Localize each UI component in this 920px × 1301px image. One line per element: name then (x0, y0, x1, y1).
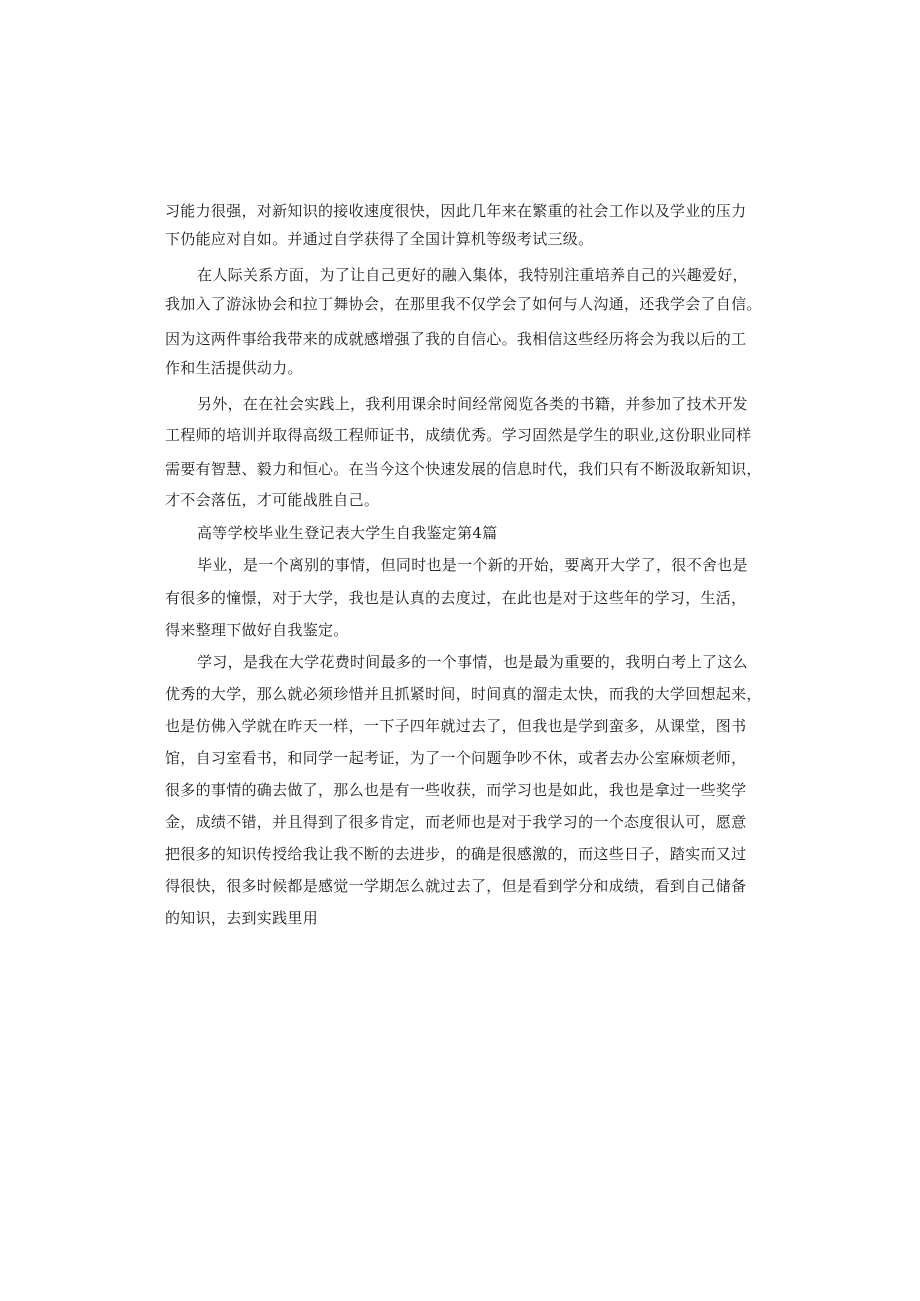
text-line-10: 才不会落伍，才可能战胜自己。 (165, 491, 380, 509)
text-line-2: 下仍能应对自如。并通过自学获得了全国计算机等级考试三级。 (165, 230, 594, 248)
text-line-4: 我加入了游泳协会和拉丁舞协会，在那里我不仅学会了如何与人沟通，还我学会了自信。 (165, 295, 762, 313)
text-line-21: 把很多的知识传授给我让我不断的去进步，的确是很感激的，而这些日子，踏实而又过 (165, 845, 747, 863)
text-line-19: 很多的事情的确去做了，那么也是有一些收获，而学习也是如此，我也是拿过一些奖学 (165, 781, 747, 799)
text-line-9: 需要有智慧、毅力和恒心。在当今这个快速发展的信息时代，我们只有不断汲取新知识， (165, 460, 762, 478)
text-line-20: 金，成绩不错，并且得到了很多肯定，而老师也是对于我学习的一个态度很认可，愿意 (165, 813, 747, 831)
text-line-5: 因为这两件事给我带来的成就感增强了我的自信心。我相信这些经历将会为我以后的工 (165, 330, 747, 348)
paragraph-start-line: 毕业，是一个离别的事情，但同时也是一个新的开始，要离开大学了，很不舍也是 (197, 556, 748, 574)
paragraph-start-line: 另外，在在社会实践上，我利用课余时间经常阅览各类的书籍，并参加了技术开发 (197, 395, 748, 413)
text-line-17: 也是仿佛入学就在昨天一样，一下子四年就过去了，但我也是学到蛮多，从课堂，图书 (165, 717, 747, 735)
text-line-6: 作和生活提供动力。 (165, 359, 303, 377)
text-line-18: 馆，自习室看书，和同学一起考证，为了一个问题争吵不休，或者去办公室麻烦老师， (165, 749, 747, 767)
paragraph-start-line: 学习，是我在大学花费时间最多的一个事情，也是最为重要的，我明白考上了这么 (197, 653, 748, 671)
text-line-22: 得很快，很多时候都是感觉一学期怎么就过去了，但是看到学分和成绩，看到自己储备 (165, 877, 747, 895)
text-line-8: 工程师的培训并取得高级工程师证书，成绩优秀。学习固然是学生的职业,这份职业同样 (165, 426, 752, 444)
text-line-16: 优秀的大学，那么就必须珍惜并且抓紧时间，时间真的溜走太快，而我的大学回想起来， (165, 685, 762, 703)
paragraph-start-line: 在人际关系方面，为了让自己更好的融入集体，我特别注重培养自己的兴趣爱好， (197, 266, 748, 284)
text-line-13: 有很多的憧憬，对于大学，我也是认真的去度过，在此也是对于这些年的学习，生活， (165, 589, 747, 607)
text-line-1: 习能力很强，对新知识的接收速度很快，因此几年来在繁重的社会工作以及学业的压力 (165, 202, 747, 220)
text-line-14: 得来整理下做好自我鉴定。 (165, 621, 349, 639)
text-line-23: 的知识，去到实践里用 (165, 909, 319, 927)
section-heading: 高等学校毕业生登记表大学生自我鉴定第4篇 (197, 524, 498, 542)
